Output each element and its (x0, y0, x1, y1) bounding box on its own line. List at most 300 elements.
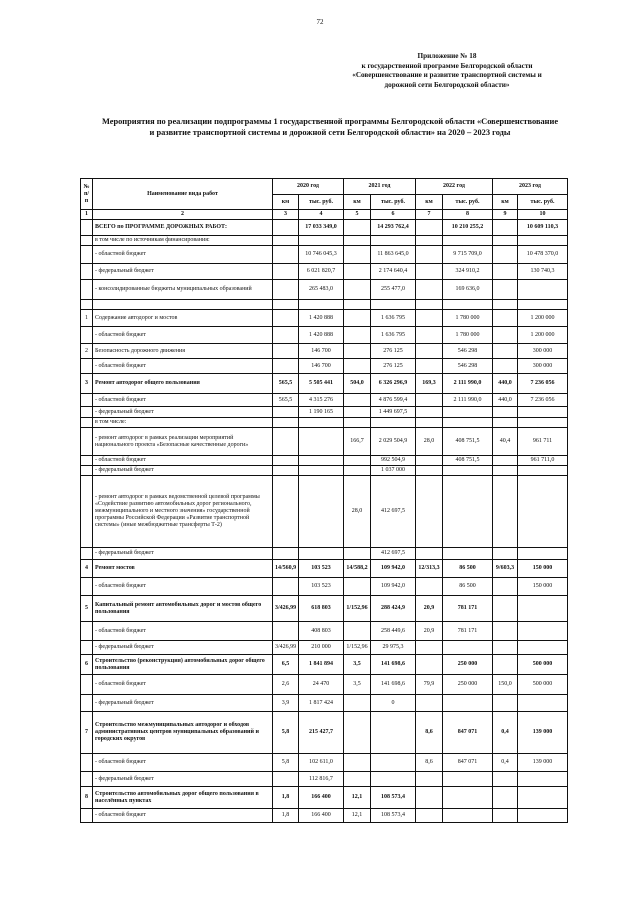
table-row (81, 456, 568, 466)
km-cell: 3/426,99 (273, 641, 299, 655)
table-row (81, 310, 568, 327)
amount-cell: 10 746 045,3 (299, 246, 344, 264)
works-table (80, 178, 568, 823)
amount-cell: 781 171 (443, 622, 493, 641)
amount-cell: 6 021 820,7 (299, 264, 344, 280)
amount-cell: 300 000 (518, 344, 568, 359)
amount-cell: 4 876 599,4 (371, 394, 416, 407)
km-cell (273, 476, 299, 548)
amount-cell: 992 504,9 (371, 456, 416, 466)
amount-cell: 408 751,5 (443, 428, 493, 456)
km-cell (493, 359, 518, 374)
amount-cell: 2 111 990,0 (443, 374, 493, 394)
amount-cell: 86 500 (443, 560, 493, 578)
amount-cell (518, 809, 568, 823)
km-cell: 1,8 (273, 809, 299, 823)
amount-cell: 24 470 (299, 675, 344, 695)
table-row (81, 246, 568, 264)
km-cell (344, 280, 371, 300)
work-name-cell: Ремонт автодорог общего пользования (93, 374, 273, 394)
work-name-cell: - областной бюджет (93, 809, 273, 823)
row-number-cell (81, 695, 93, 712)
amount-cell (299, 466, 344, 476)
work-name-cell (93, 300, 273, 310)
amount-cell: 108 573,4 (371, 809, 416, 823)
km-cell (416, 344, 443, 359)
col-number: 7 (416, 210, 443, 220)
km-cell: 565,5 (273, 374, 299, 394)
km-cell: 6,5 (273, 655, 299, 675)
table-row (81, 428, 568, 456)
amount-cell (299, 456, 344, 466)
work-name-cell: - областной бюджет (93, 622, 273, 641)
amount-cell: 150 000 (518, 560, 568, 578)
amount-cell: 146 700 (299, 359, 344, 374)
km-cell: 3,9 (273, 695, 299, 712)
row-number-cell (81, 809, 93, 823)
amount-cell: 288 424,9 (371, 596, 416, 622)
header-year: 2020 год (273, 179, 344, 195)
appendix-heading (332, 52, 562, 90)
km-cell (416, 787, 443, 809)
amount-cell: 1 420 888 (299, 327, 344, 344)
work-name-cell: - федеральный бюджет (93, 548, 273, 560)
col-number: 10 (518, 210, 568, 220)
km-cell: 79,9 (416, 675, 443, 695)
amount-cell (299, 418, 344, 428)
amount-cell: 103 523 (299, 578, 344, 596)
row-number-cell (81, 300, 93, 310)
header-km: км (273, 195, 299, 210)
header-rub: тыс. руб. (371, 195, 416, 210)
km-cell: 8,6 (416, 712, 443, 754)
page-number: 72 (316, 18, 324, 26)
km-cell (273, 622, 299, 641)
km-cell: 1/152,96 (344, 596, 371, 622)
header-rub: тыс. руб. (443, 195, 493, 210)
amount-cell: 1 817 424 (299, 695, 344, 712)
table-row (81, 596, 568, 622)
km-cell (493, 220, 518, 236)
amount-cell: 86 500 (443, 578, 493, 596)
amount-cell: 11 863 645,0 (371, 246, 416, 264)
amount-cell (443, 300, 493, 310)
amount-cell: 141 698,6 (371, 675, 416, 695)
km-cell (273, 466, 299, 476)
table-row (81, 280, 568, 300)
amount-cell: 215 427,7 (299, 712, 344, 754)
km-cell (273, 418, 299, 428)
km-cell: 440,0 (493, 374, 518, 394)
work-name-cell: - федеральный бюджет (93, 407, 273, 418)
amount-cell: 210 000 (299, 641, 344, 655)
km-cell (344, 407, 371, 418)
row-number-cell (81, 428, 93, 456)
amount-cell: 276 125 (371, 359, 416, 374)
km-cell (416, 456, 443, 466)
table-row (81, 476, 568, 548)
row-number-cell (81, 246, 93, 264)
km-cell (344, 548, 371, 560)
amount-cell: 324 910,2 (443, 264, 493, 280)
work-name-cell: Капитальный ремонт автомобильных дорог и мостов общего пользования (93, 596, 273, 622)
km-cell: 504,0 (344, 374, 371, 394)
km-cell (493, 310, 518, 327)
amount-cell: 7 236 056 (518, 374, 568, 394)
km-cell (493, 578, 518, 596)
km-cell: 40,4 (493, 428, 518, 456)
km-cell (344, 754, 371, 772)
km-cell (416, 695, 443, 712)
amount-cell: 6 326 296,9 (371, 374, 416, 394)
km-cell (416, 300, 443, 310)
row-number-cell (81, 327, 93, 344)
col-number: 9 (493, 210, 518, 220)
km-cell (416, 264, 443, 280)
km-cell (416, 359, 443, 374)
row-number-cell: 8 (81, 787, 93, 809)
km-cell (416, 327, 443, 344)
table-row (81, 787, 568, 809)
amount-cell: 103 523 (299, 560, 344, 578)
km-cell: 3,5 (344, 675, 371, 695)
amount-cell (371, 772, 416, 787)
km-cell (344, 359, 371, 374)
header-year: 2021 год (344, 179, 416, 195)
amount-cell: 265 483,0 (299, 280, 344, 300)
amount-cell (518, 476, 568, 548)
km-cell (344, 695, 371, 712)
document-title (80, 116, 580, 138)
work-name-cell: - федеральный бюджет (93, 772, 273, 787)
km-cell (493, 548, 518, 560)
row-number-cell (81, 407, 93, 418)
work-name-cell: Строительство автомобильных дорог общего пользования в населённых пунктах (93, 787, 273, 809)
km-cell (493, 456, 518, 466)
work-name-cell: - ремонт автодорог в рамках ведомственной целевой программы «Содействие развитию автомобильных дорог регионального, межмуниципального и местного значения» государственной программы Российской Федерации «Развитие транспортной системы» (иные межбюджетные трансферты Т-2) (93, 476, 273, 548)
header-year: 2023 год (493, 179, 568, 195)
km-cell (493, 300, 518, 310)
row-number-cell (81, 578, 93, 596)
table-row (81, 695, 568, 712)
amount-cell: 166 400 (299, 809, 344, 823)
amount-cell: 408 751,5 (443, 456, 493, 466)
amount-cell: 618 803 (299, 596, 344, 622)
amount-cell (443, 466, 493, 476)
km-cell (493, 466, 518, 476)
km-cell (344, 236, 371, 246)
amount-cell: 10 478 370,0 (518, 246, 568, 264)
col-number: 5 (344, 210, 371, 220)
km-cell (416, 310, 443, 327)
km-cell: 12,1 (344, 787, 371, 809)
km-cell: 5,8 (273, 712, 299, 754)
amount-cell: 4 315 276 (299, 394, 344, 407)
km-cell (493, 476, 518, 548)
amount-cell (443, 236, 493, 246)
table-row (81, 712, 568, 754)
km-cell: 28,0 (416, 428, 443, 456)
km-cell (344, 327, 371, 344)
amount-cell (518, 407, 568, 418)
km-cell (273, 280, 299, 300)
km-cell (416, 394, 443, 407)
km-cell (273, 246, 299, 264)
row-number-cell (81, 548, 93, 560)
amount-cell: 781 171 (443, 596, 493, 622)
amount-cell (443, 476, 493, 548)
km-cell: 1,8 (273, 787, 299, 809)
amount-cell: 847 071 (443, 712, 493, 754)
amount-cell: 1 780 000 (443, 310, 493, 327)
km-cell (416, 246, 443, 264)
amount-cell: 500 000 (518, 675, 568, 695)
km-cell (493, 246, 518, 264)
table-row (81, 655, 568, 675)
km-cell (344, 220, 371, 236)
work-name-cell: Ремонт мостов (93, 560, 273, 578)
km-cell (344, 456, 371, 466)
work-name-cell: - областной бюджет (93, 754, 273, 772)
table-row (81, 394, 568, 407)
row-number-cell (81, 675, 93, 695)
amount-cell: 146 700 (299, 344, 344, 359)
km-cell (344, 466, 371, 476)
amount-cell (518, 236, 568, 246)
amount-cell (518, 280, 568, 300)
amount-cell: 258 449,6 (371, 622, 416, 641)
col-number: 8 (443, 210, 493, 220)
work-name-cell: - федеральный бюджет (93, 695, 273, 712)
km-cell: 3,5 (344, 655, 371, 675)
amount-cell: 1 200 000 (518, 327, 568, 344)
amount-cell (371, 754, 416, 772)
table-row (81, 466, 568, 476)
row-number-cell (81, 456, 93, 466)
title-line: и развитие транспортной системы и дорожной сети Белгородской области» на 2020 – 2023 годы (149, 128, 511, 137)
amount-cell (518, 596, 568, 622)
amount-cell: 300 000 (518, 359, 568, 374)
amount-cell (518, 772, 568, 787)
km-cell: 20,9 (416, 596, 443, 622)
row-number-cell: 4 (81, 560, 93, 578)
amount-cell: 29 975,3 (371, 641, 416, 655)
work-name-cell: Строительство (реконструкция) автомобильных дорог общего пользования (93, 655, 273, 675)
km-cell (273, 327, 299, 344)
amount-cell (299, 476, 344, 548)
km-cell (273, 772, 299, 787)
km-cell (416, 466, 443, 476)
work-name-cell: - федеральный бюджет (93, 641, 273, 655)
km-cell (493, 264, 518, 280)
km-cell (273, 407, 299, 418)
amount-cell: 250 000 (443, 655, 493, 675)
amount-cell: 14 293 762,4 (371, 220, 416, 236)
km-cell (344, 344, 371, 359)
km-cell: 14/560,9 (273, 560, 299, 578)
row-number-cell: 5 (81, 596, 93, 622)
amount-cell: 1 636 795 (371, 327, 416, 344)
row-number-cell (81, 754, 93, 772)
km-cell: 14/588,2 (344, 560, 371, 578)
amount-cell: 7 236 056 (518, 394, 568, 407)
row-number-cell (81, 359, 93, 374)
km-cell (344, 300, 371, 310)
amount-cell: 109 942,0 (371, 560, 416, 578)
amount-cell (518, 641, 568, 655)
km-cell (273, 236, 299, 246)
table-row (81, 264, 568, 280)
km-cell (493, 787, 518, 809)
amount-cell: 166 400 (299, 787, 344, 809)
km-cell: 150,0 (493, 675, 518, 695)
amount-cell: 109 942,0 (371, 578, 416, 596)
km-cell (416, 655, 443, 675)
row-number-cell: 1 (81, 310, 93, 327)
work-name-cell: - областной бюджет (93, 394, 273, 407)
row-number-cell (81, 220, 93, 236)
amount-cell (443, 548, 493, 560)
table-row (81, 675, 568, 695)
amount-cell: 412 697,5 (371, 476, 416, 548)
work-name-cell: - областной бюджет (93, 359, 273, 374)
amount-cell: 500 000 (518, 655, 568, 675)
km-cell (493, 809, 518, 823)
km-cell: 0,4 (493, 754, 518, 772)
km-cell: 5,8 (273, 754, 299, 772)
km-cell (344, 622, 371, 641)
work-name-cell: - областной бюджет (93, 578, 273, 596)
amount-cell (443, 418, 493, 428)
amount-cell: 169 636,0 (443, 280, 493, 300)
col-number: 2 (93, 210, 273, 220)
km-cell (493, 695, 518, 712)
km-cell (273, 344, 299, 359)
row-number-cell (81, 280, 93, 300)
amount-cell (443, 772, 493, 787)
amount-cell: 847 071 (443, 754, 493, 772)
table-row (81, 772, 568, 787)
km-cell: 20,9 (416, 622, 443, 641)
amount-cell (371, 712, 416, 754)
table-row (81, 754, 568, 772)
col-number: 4 (299, 210, 344, 220)
header-no: № п/п (81, 179, 93, 210)
amount-cell: 102 611,0 (299, 754, 344, 772)
km-cell (416, 220, 443, 236)
work-name-cell: Строительство межмуниципальных автодорог и обходов административных центров муниципальных образований и городских округов (93, 712, 273, 754)
col-number: 3 (273, 210, 299, 220)
km-cell (273, 310, 299, 327)
amount-cell: 1 636 795 (371, 310, 416, 327)
amount-cell: 112 816,7 (299, 772, 344, 787)
km-cell (273, 359, 299, 374)
amount-cell (299, 548, 344, 560)
table-row (81, 407, 568, 418)
km-cell (273, 300, 299, 310)
title-line: Мероприятия по реализации подпрограммы 1 государственной программы Белгородской области «Совершенствование (101, 117, 559, 126)
amount-cell: 5 505 441 (299, 374, 344, 394)
work-name-cell: в том числе: (93, 418, 273, 428)
km-cell: 440,0 (493, 394, 518, 407)
table-row (81, 220, 568, 236)
row-number-cell (81, 622, 93, 641)
amount-cell: 1 780 000 (443, 327, 493, 344)
table-row (81, 236, 568, 246)
row-number-cell (81, 394, 93, 407)
work-name-cell: в том числе по источникам финансирования: (93, 236, 273, 246)
table-row (81, 300, 568, 310)
amount-cell: 0 (371, 695, 416, 712)
amount-cell: 1 190 165 (299, 407, 344, 418)
km-cell (344, 578, 371, 596)
table-row (81, 359, 568, 374)
amount-cell (299, 428, 344, 456)
appendix-line: «Совершенствование и развитие транспортной системы и (352, 71, 542, 80)
km-cell: 9/603,3 (493, 560, 518, 578)
table-row (81, 809, 568, 823)
km-cell: 565,5 (273, 394, 299, 407)
km-cell (344, 418, 371, 428)
work-name-cell: - консолидированные бюджеты муниципальных образований (93, 280, 273, 300)
amount-cell (443, 641, 493, 655)
km-cell (273, 220, 299, 236)
km-cell (416, 641, 443, 655)
km-cell (493, 596, 518, 622)
amount-cell (518, 466, 568, 476)
amount-cell (299, 300, 344, 310)
km-cell (416, 280, 443, 300)
work-name-cell: Содержание автодорог и мостов (93, 310, 273, 327)
amount-cell: 276 125 (371, 344, 416, 359)
amount-cell: 961 711 (518, 428, 568, 456)
row-number-cell (81, 772, 93, 787)
km-cell (416, 476, 443, 548)
header-row-years (81, 179, 568, 195)
km-cell (416, 772, 443, 787)
km-cell (493, 327, 518, 344)
amount-cell: 9 715 709,0 (443, 246, 493, 264)
amount-cell: 408 803 (299, 622, 344, 641)
amount-cell: 2 111 990,0 (443, 394, 493, 407)
amount-cell (443, 809, 493, 823)
table-row (81, 327, 568, 344)
km-cell (493, 407, 518, 418)
amount-cell (443, 407, 493, 418)
amount-cell: 546 298 (443, 344, 493, 359)
km-cell: 2,6 (273, 675, 299, 695)
table-row (81, 641, 568, 655)
amount-cell: 108 573,4 (371, 787, 416, 809)
work-name-cell: - федеральный бюджет (93, 264, 273, 280)
amount-cell (518, 787, 568, 809)
amount-cell: 141 698,6 (371, 655, 416, 675)
km-cell (416, 407, 443, 418)
header-km: км (493, 195, 518, 210)
row-number-cell (81, 466, 93, 476)
header-row-col-numbers (81, 210, 568, 220)
appendix-line: Приложение № 18 (417, 52, 477, 60)
header-km: км (344, 195, 371, 210)
km-cell (493, 622, 518, 641)
km-cell (344, 772, 371, 787)
row-number-cell (81, 641, 93, 655)
amount-cell: 1 037 000 (371, 466, 416, 476)
km-cell (493, 280, 518, 300)
km-cell (416, 578, 443, 596)
km-cell (416, 548, 443, 560)
km-cell (493, 641, 518, 655)
